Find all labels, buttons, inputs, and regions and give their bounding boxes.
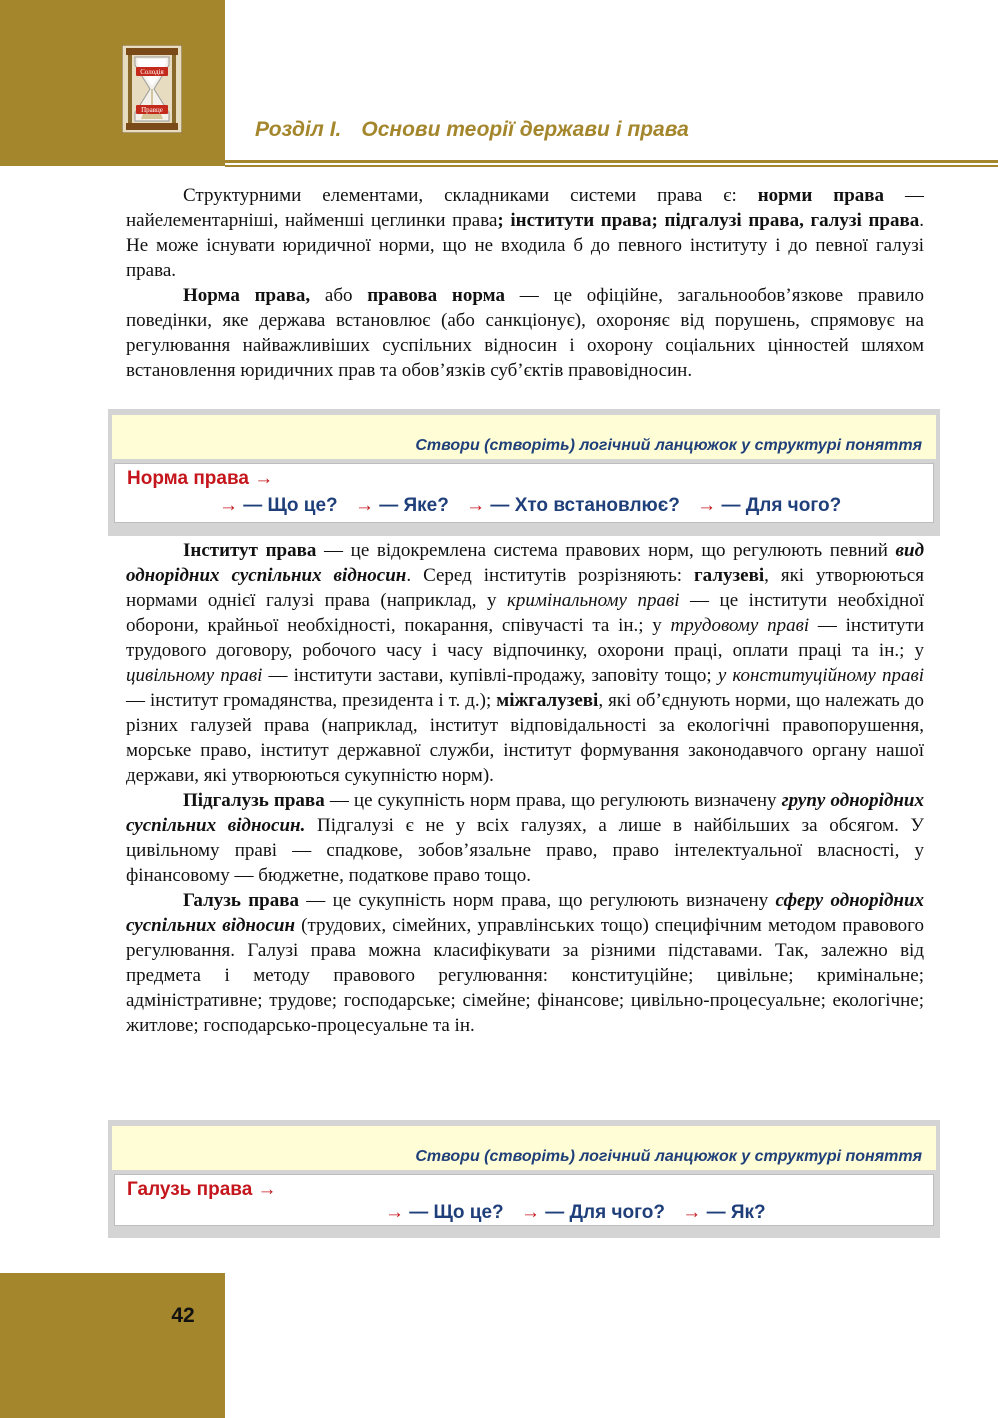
- chain-question: — Для чого?: [721, 495, 842, 516]
- task-header: Створи (створіть) логічний ланцюжок у структурі поняття: [112, 415, 936, 459]
- chain-arrow: →: [520, 1202, 540, 1223]
- section-name: Основи теорії держави і права: [361, 118, 689, 141]
- task-concept: Галузь права →: [127, 1179, 277, 1200]
- task-box-branch: [108, 1120, 940, 1238]
- chain-arrow: →: [385, 1202, 404, 1223]
- task-concept: Норма права →: [127, 468, 274, 489]
- chain-arrow: →: [354, 495, 374, 516]
- chain-arrow: →: [697, 495, 717, 516]
- hourglass-icon: [122, 45, 182, 133]
- header-color-block: [0, 0, 225, 166]
- header-rule: [225, 160, 998, 163]
- task-chain: [385, 1202, 766, 1224]
- paragraph-subbranch: Підгалузь права — це сукупність норм права, що регулюють визначену групу однорідних суспільних відносин. Підгалузі є не у всіх галузях, а лише в найбільших за обсягом. У цивільному праві — спадкове, зобов’язальне право, право інтелектуальної власності, у фінансовому — бюджетне, податкове право тощо.: [126, 790, 924, 886]
- task-header: Створи (створіть) логічний ланцюжок у структурі поняття: [112, 1126, 936, 1170]
- section-title: [255, 118, 689, 142]
- paragraph-institute: Інститут права — це відокремлена система правових норм, що регулюють певний вид однорідних суспільних відносин. Серед інститутів розрізняють: галузеві, які утворюються нормами однієї галузі права (наприклад, у кримінальному праві — це інститути необхідної оборони, крайньої необхідності, покарання, співучасті та ін.; у трудовому праві — інститути трудового договору, робочого часу і часу відпочинку, охорони праці, оплати праці та ін.; у цивільному праві — інститути застави, купівлі-продажу, заповіту тощо; у конституційному праві — інститут громадянства, президента і т. д.); міжгалузеві, які об’єднують норми, що належать до різних галузей права (наприклад, інститут відповідальності за екологічні правопорушення, морське право, інститут державної служби, інститут формування законодавчого органу нашої держави, які утворюються сукупністю норм).: [126, 540, 925, 786]
- chain-question: — Хто встановлює?: [490, 495, 680, 516]
- paragraph-system-elements: Структурними елементами, складниками системи права є: норми права — найелементарніші, найменші цеглинки права; інститути права; підгалузі права, галузі права. Не може існувати юридичної норми, що не входила б до певного інституту і до певної галузі права.: [126, 185, 925, 281]
- body-text-1: [126, 183, 924, 383]
- task-box-norm: [108, 409, 940, 536]
- chain-question: — Для чого?: [545, 1202, 665, 1223]
- page-number: 42: [171, 1304, 195, 1327]
- chain-question: — Що це?: [409, 1202, 504, 1223]
- chain-arrow: →: [219, 495, 238, 516]
- body-text-2: [126, 538, 924, 1038]
- footer-color-block: [0, 1273, 225, 1418]
- task-chain: [219, 495, 841, 517]
- logo-top-label: Солодія: [140, 68, 164, 76]
- chain-question: — Як?: [706, 1202, 766, 1223]
- task-body: [114, 463, 934, 523]
- logo-bottom-label: Правце: [141, 106, 163, 114]
- chain-question: — Яке?: [379, 495, 449, 516]
- header-rule-thin: [225, 165, 998, 167]
- chain-arrow: →: [466, 495, 486, 516]
- task-body: [114, 1174, 934, 1226]
- paragraph-branch: Галузь права — це сукупність норм права, що регулюють визначену сферу однорідних суспільних відносин (трудових, сімейних, управлінських тощо) специфічним методом правового регулювання. Галузі права можна класифікувати за різними підставами. Так, залежно від предмета і методу правового регулювання: конституційне; цивільне; кримінальне; адміністративне; трудове; господарське; сімейне; фінансове; цивільно-процесуальне; екологічне; житлове; господарсько-процесуальне та ін.: [126, 890, 925, 1036]
- paragraph-norm-definition: Норма права, або правова норма — це офіційне, загальнообов’язкове правило поведінки, яке держава встановлює (або санкціонує), охороняє від порушень, спрямовує на регулювання найважливіших суспільних відносин і охорону соціальних цінностей шляхом встановлення юридичних прав та обов’язків суб’єктів правовідносин.: [126, 285, 924, 381]
- chain-question: — Що це?: [243, 495, 338, 516]
- chain-arrow: →: [682, 1202, 702, 1223]
- section-label: Розділ І.: [255, 118, 342, 141]
